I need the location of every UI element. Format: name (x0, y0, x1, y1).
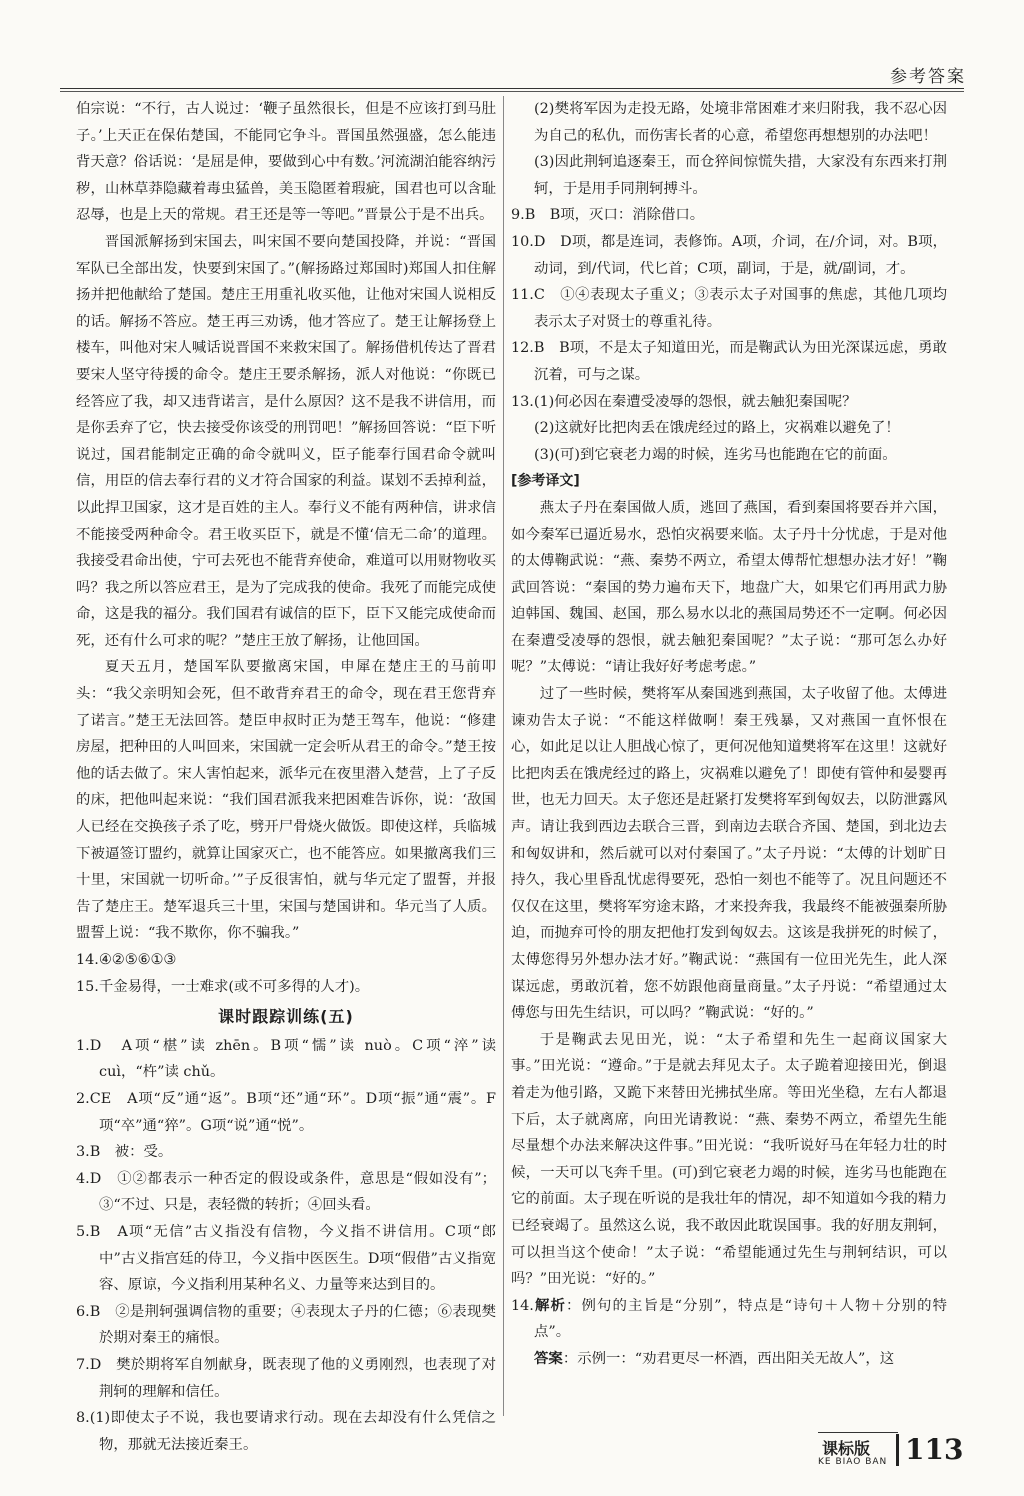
translation-paragraph-2: 晋国派解扬到宋国去，叫宋国不要向楚国投降，并说：“晋国军队已全部出发，快要到宋国了。”(解扬路过郑国时)郑国人扣住解扬并把他献给了楚国。楚庄王用重礼收买他，让他对宋国人说相反的话。解扬不答应。楚王再三劝诱，他才答应了。楚王让解扬登上楼车，叫他对宋人喊话说晋国不来救宋国了。解扬借机传达了晋君要宋人坚守待援的命令。楚庄王要杀解扬，派人对他说：“你既已经答应了我，却又违背诺言，是什么原因？这不是我不讲信用，而是你丢弃了它，快去接受你该受的刑罚吧！”解扬回答说：“臣下听说过，国君能制定正确的命令就叫义，臣子能奉行国君命令就叫信，用臣的信去奉行君的义才符合国家的利益。谋划不丢掉利益，以此捍卫国家，这才是百姓的主人。奉行义不能有两种信，讲求信不能接受两种命令。君王收买臣下，就是不懂‘信无二命’的道理。我接受君命出使，宁可去死也不能背弃使命，难道可以用财物收买吗？我之所以答应君王，是为了完成我的使命。我死了而能完成使命，这是我的福分。我们国君有诚信的臣下，臣下又能完成使命而死，还有什么可求的呢？”楚庄王放了解扬，让他回国。 (76, 233, 496, 649)
edition-badge-en: KE BIAO BAN (818, 1457, 888, 1467)
page-number: 113 (896, 1434, 963, 1466)
answer-2: 2.CE A项“反”通“返”。B项“还”通“环”。D项“振”通“震”。F项“卒”通“猝”。G项“说”通“悦”。 (76, 1090, 496, 1134)
answer-14-number: 14. (511, 1297, 534, 1314)
header-title: 参考答案 (890, 67, 966, 87)
answer-1: 1.D A项“椹”读 zhēn。B项“懦”读 nuò。C项“淬”读 cuì，“杵”读 chǔ。 (76, 1037, 496, 1081)
answer-8: 8.(1)即使太子不说，我也要请求行动。现在去却没有什么凭信之物，那就无法接近秦王。 (76, 1410, 496, 1453)
answer-14-analysis (511, 1293, 947, 1346)
reference-paragraph-2: 过了一些时候，樊将军从秦国逃到燕国，太子收留了他。太傅进谏劝告太子说：“不能这样做啊！秦王残暴，又对燕国一直怀恨在心，如此足以让人胆战心惊了，更何况他知道樊将军在这里！这就好比把肉丢在饿虎经过的路上，灾祸难以避免了！即使有管仲和晏婴再世，也无力回天。太子您还是赶紧打发樊将军到匈奴去，以防泄露风声。请让我到西边去联合三晋，到南边去联合齐国、楚国，到北边去和匈奴讲和，然后就可以对付秦国了。”太子丹说：“太傅的计划旷日持久，我心里昏乱忧虑得要死，恐怕一刻也不能等了。况且问题还不仅仅在这里，樊将军穷途末路，才来投奔我，我最终不能被强秦所胁迫，而抛弃可怜的朋友把他打发到匈奴去。这该是我拼死的时候了，太傅您得另外想办法才好。”鞠武说：“燕国有一位田光先生，此人深谋远虑，勇敢沉着，您不妨跟他商量商量。”太子丹说：“希望通过太傅您与田先生结识，可以吗？”鞠武说：“好的。” (511, 686, 947, 1022)
section-title: 课时跟踪训练(五) (218, 1007, 354, 1027)
edition-badge-cn: 课标版 (822, 1439, 871, 1458)
analysis-text: ：例句的主旨是“分别”，特点是“诗句＋人物＋分别的特点”。 (534, 1297, 947, 1341)
reference-translation-label: [参考译文] (511, 473, 580, 490)
answer-10: 10.D D项，都是连词，表修饰。A项，介词，在/介词，对。B项，动词，到/代词，代匕首；C项，副词，于是，就/副词，才。 (511, 233, 947, 277)
answer-13-1: 13.(1)何必因在秦遭受凌辱的怨恨，就去触犯秦国呢？ (511, 393, 857, 410)
right-column (511, 96, 947, 1426)
answer-3: 3.B 被：受。 (76, 1144, 173, 1161)
answer-15: 15.千金易得，一士难求(或不可多得的人才)。 (76, 978, 370, 995)
header-rule (60, 88, 964, 89)
answer-8-3: (3)因此荆轲追逐秦王，而仓猝间惊慌失措，大家没有东西来打荆轲，于是用手同荆轲搏斗。 (534, 154, 947, 197)
answer-14-answer (511, 1346, 947, 1373)
answer-14: 14.④②⑤⑥①③ (76, 952, 177, 968)
answer-text: ：示例一：“劝君更尽一杯酒，西出阳关无故人”，这 (562, 1350, 895, 1367)
answer-label: 答案 (534, 1349, 563, 1367)
translation-paragraph-1: 伯宗说：“不行，古人说过：‘鞭子虽然很长，但是不应该打到马肚子。’上天正在保佑楚国，不能同它争斗。晋国虽然强盛，怎么能违背天意？俗话说：‘是屈是伸，要做到心中有数。’河流湖泊能容纳污秽，山林草莽隐藏着毒虫猛兽，美玉隐匿着瑕疵，国君也可以含耻忍辱，也是上天的常规。君王还是等一等吧。”晋景公于是不出兵。 (76, 101, 496, 224)
reference-paragraph-1: 燕太子丹在秦国做人质，逃回了燕国，看到秦国将要吞并六国，如今秦军已逼近易水，恐怕灾祸要来临。太子丹十分忧虑，于是对他的太傅鞠武说：“燕、秦势不两立，希望太傅帮忙想想办法才好！”鞠武回答说：“秦国的势力遍布天下，地盘广大，如果它们再用武力胁迫韩国、魏国、赵国，那么易水以北的燕国局势还不一定啊。何必因在秦遭受凌辱的怨恨，就去触犯秦国呢？”太子说：“那可怎么办好呢？”太傅说：“请让我好好考虑考虑。” (511, 499, 947, 676)
header-rule-thin (60, 91, 964, 92)
answer-11: 11.C ①④表现太子重义；③表示太子对国事的焦虑，其他几项均表示太子对贤士的尊重礼待。 (511, 287, 947, 330)
answer-8-2: (2)樊将军因为走投无路，处境非常困难才来归附我，我不忍心因为自己的私仇，而伤害长者的心意，希望您再想想别的办法吧！ (534, 101, 947, 144)
answer-12: 12.B B项，不是太子知道田光，而是鞠武认为田光深谋远虑，勇敢沉着，可与之谋。 (511, 340, 947, 383)
left-column (76, 96, 496, 1453)
reference-paragraph-3: 于是鞠武去见田光，说：“太子希望和先生一起商议国家大事。”田光说：“遵命。”于是就去拜见太子。太子跪着迎接田光，倒退着走为他引路，又跪下来替田光拂拭坐席。等田光坐稳，左右人都退下后，太子就离席，向田光请教说：“燕、秦势不两立，希望先生能尽量想个办法来解决这件事。”田光说：“我听说好马在年轻力壮的时候，一天可以飞奔千里。(可)到它衰老力竭的时候，连劣马也能跑在它的前面。太子现在听说的是我壮年的情况，却不知道如今我的精力已经衰竭了。虽然这么说，我不敢因此耽误国事。我的好朋友荆轲，可以担当这个使命！”太子说：“希望能通过先生与荆轲结识，可以吗？”田光说：“好的。” (511, 1031, 947, 1288)
edition-badge (818, 1432, 898, 1475)
answer-7: 7.D 樊於期将军自刎献身，既表现了他的义勇刚烈，也表现了对荆轲的理解和信任。 (76, 1356, 496, 1400)
answer-5: 5.B A项“无信”古义指没有信物，今义指不讲信用。C项“郎中”古义指宫廷的侍卫，今义指中医医生。D项“假借”古义指宽容、原谅，今义指利用某种名义、力量等来达到目的。 (76, 1223, 496, 1294)
analysis-label: 解析 (533, 1296, 567, 1314)
answer-13-2: (2)这就好比把肉丢在饿虎经过的路上，灾祸难以避免了！ (534, 420, 900, 437)
answer-6: 6.B ②是荆轲强调信物的重要；④表现太子丹的仁德；⑥表现樊於期对秦王的痛恨。 (76, 1303, 496, 1347)
column-divider (503, 96, 504, 1416)
answer-4: 4.D ①②都表示一种否定的假设或条件，意思是“假如没有”；③“不过、只是，表轻微的转折；④回头看。 (76, 1170, 496, 1214)
translation-paragraph-3: 夏天五月，楚国军队要撤离宋国，申犀在楚庄王的马前叩头：“我父亲明知会死，但不敢背弃君王的命令，现在君王您背弃了诺言。”楚王无法回答。楚臣申叔时正为楚王驾车，他说：“修建房屋，把种田的人叫回来，宋国就一定会听从君王的命令。”楚王按他的话去做了。宋人害怕起来，派华元在夜里潜入楚营，上了子反的床，把他叫起来说：“我们国君派我来把困难告诉你，说：‘敌国人已经在交换孩子杀了吃，劈开尸骨烧火做饭。即使这样，兵临城下被逼签订盟约，就算让国家灭亡，也不能答应。如果撤离我们三十里，宋国就一切听命。’”子反很害怕，就与华元定了盟誓，并报告了楚庄王。楚军退兵三十里，宋国与楚国讲和。华元当了人质。盟誓上说：“我不欺你，你不骗我。” (76, 659, 496, 942)
answer-13-3: (3)(可)到它衰老力竭的时候，连劣马也能跑在它的前面。 (534, 446, 897, 463)
answer-9: 9.B B项，灭口：消除借口。 (511, 207, 705, 224)
